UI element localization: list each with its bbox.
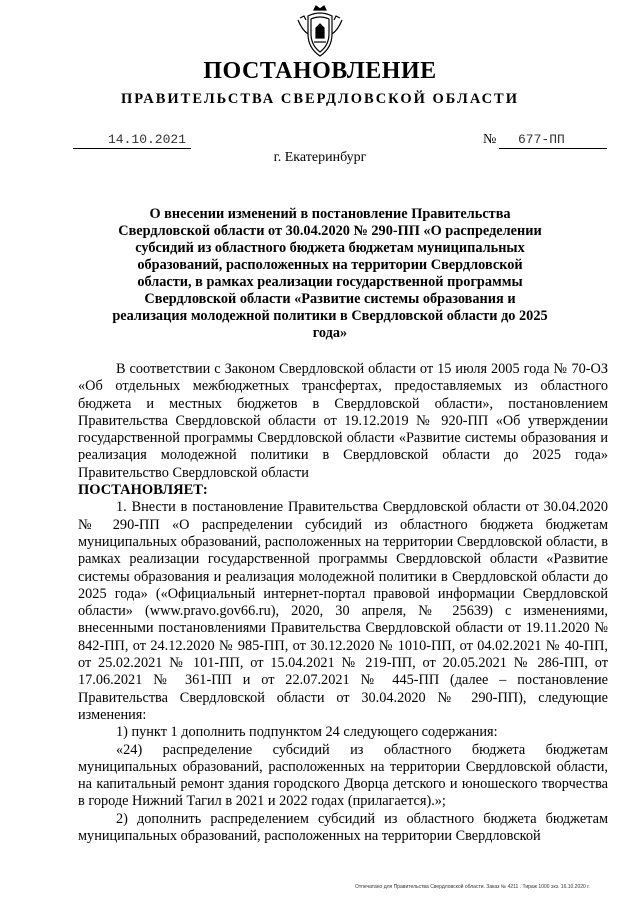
print-footer-note: Отпечатано для Правительства Свердловской области. Заказ № 4211 . Тираж 1000 экз. 16.10.2020 г. xyxy=(355,884,590,890)
document-date: 14.10.2021 xyxy=(108,132,187,147)
coat-of-arms-icon xyxy=(296,4,344,60)
document-number: 677-ПП xyxy=(518,132,565,147)
document-body xyxy=(78,361,608,845)
city-name: г. Екатеринбург xyxy=(273,150,367,165)
subitem-1-paragraph: 1) пункт 1 дополнить подпунктом 24 следующего содержания: xyxy=(116,724,498,741)
document-type-title: ПОСТАНОВЛЕНИЕ xyxy=(203,58,437,84)
issuing-authority: ПРАВИТЕЛЬСТВА СВЕРДЛОВСКОЙ ОБЛАСТИ xyxy=(120,91,520,107)
subitem-2-paragraph: 2) дополнить распределением субсидий из областного бюджета бюджетам муниципальных образований, расположенных на территории Свердловской xyxy=(78,810,608,845)
date-underline xyxy=(73,148,191,149)
decree-word: ПОСТАНОВЛЯЕТ: xyxy=(78,482,208,499)
quoted-subitem-24: «24) распределение субсидий из областного бюджета бюджетам муниципальных образований, расположенных на территории Свердловской области, на капитальный ремонт здания городского Дворца детского и юношеского творчества в городе Нижний Тагил в 2021 и 2022 годах (прилагается).»; xyxy=(78,741,608,810)
number-underline xyxy=(499,148,607,149)
item-1-paragraph: 1. Внести в постановление Правительства Свердловской области от 30.04.2020 № 290-ПП «О распределении субсидий из областного бюджета бюджетам муниципальных образований, расположенных на территории Свердловской области, в рамках реализации государственной программы Свердловской области «Развитие системы образования и реализация молодежной политики в Свердловской области до 2025 года» («Официальный интернет-портал правовой информации Свердловской области» (www.pravo.gov66.ru), 2020, 30 апреля, № 25639) с изменениями, внесенными постановлениями Правительства Свердловской области от 19.11.2020 № 842-ПП, от 24.12.2020 № 985-ПП, от 30.12.2020 № 1010-ПП, от 04.02.2021 № 40-ПП, от 25.02.2021 № 101-ПП, от 15.04.2021 № 219-ПП, от 20.05.2021 № 286-ПП, от 17.06.2021 № 361-ПП и от 22.07.2021 № 445-ПП (далее – постановление Правительства Свердловской области от 30.04.2020 № 290-ПП), следующие изменения: xyxy=(78,499,608,723)
number-sign: № xyxy=(483,132,497,147)
document-heading: О внесении изменений в постановление Правительства Свердловской области от 30.04.2020 № 290-ПП «О распределении субсидий из областного бюджета бюджетам муниципальных образований, расположенных на территории Свердловской области, в рамках реализации государственной программы Свердловской области «Развитие системы образования и реализация молодежной политики в Свердловской области до 2025 года» xyxy=(112,206,548,341)
preamble-paragraph: В соответствии с Законом Свердловской области от 15 июля 2005 года № 70-ОЗ «Об отдельных межбюджетных трансфертах, предоставляемых из областного бюджета и местных бюджетов в Свердловской области», постановлением Правительства Свердловской области от 19.12.2019 № 920-ПП «Об утверждении государственной программы Свердловской области «Развитие системы образования и реализация молодежной политики в Свердловской области до 2025 года» Правительство Свердловской области xyxy=(78,361,608,481)
